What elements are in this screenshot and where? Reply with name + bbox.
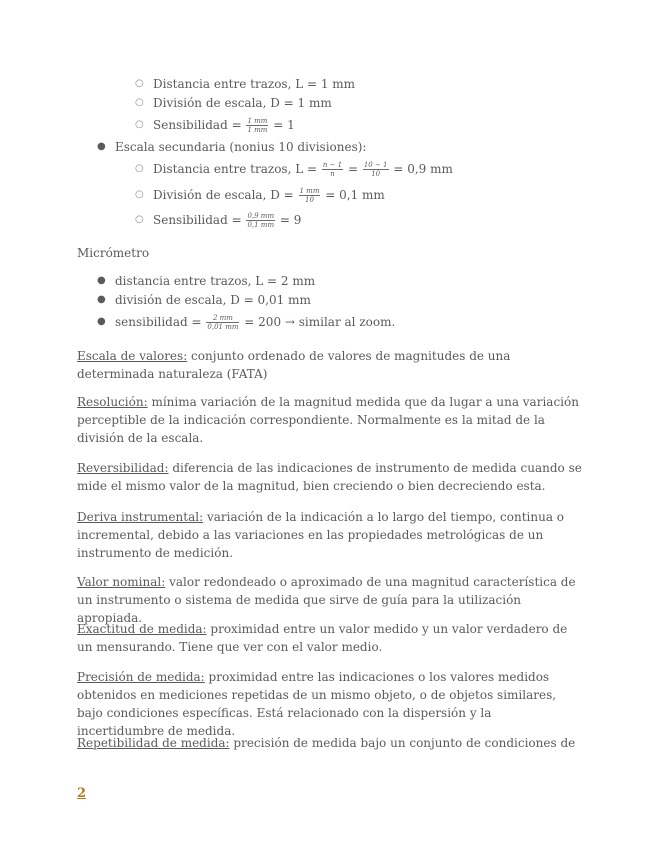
fraction bbox=[299, 187, 321, 204]
list-item: Escala secundaria (nonius 10 divisiones): bbox=[115, 140, 367, 154]
formula-suffix: = 200 → similar al zoom. bbox=[240, 315, 396, 329]
bullet-icon: ● bbox=[97, 316, 106, 327]
fraction bbox=[322, 161, 343, 178]
definition-term: Escala de valores: bbox=[77, 349, 188, 363]
definition-term: Reversibilidad: bbox=[77, 461, 169, 475]
formula-suffix: = 9 bbox=[276, 213, 302, 227]
list-item bbox=[153, 116, 295, 134]
list-item bbox=[153, 186, 385, 204]
formula-suffix: = 0,9 mm bbox=[389, 162, 453, 176]
definition-paragraph bbox=[77, 734, 582, 752]
hollow-bullet-icon: ○ bbox=[135, 214, 144, 225]
definition-text: proximidad entre un valor medido y un valor verdadero de un mensurando. Tiene que ver con el valor medio. bbox=[77, 622, 568, 654]
fraction-numerator: 1 mm bbox=[247, 117, 268, 125]
bullet-icon: ● bbox=[97, 141, 106, 152]
definition-text: conjunto ordenado de valores de magnitudes de una determinada naturaleza (FATA) bbox=[77, 349, 511, 381]
hollow-bullet-icon: ○ bbox=[135, 97, 144, 108]
definition-text: mínima variación de la magnitud medida que da lugar a una variación perceptible de la indicación correspondiente. Normalmente es la mitad de la división de la escala. bbox=[77, 395, 579, 445]
definition-term: Deriva instrumental: bbox=[77, 510, 204, 524]
fraction-numerator: 0,9 mm bbox=[247, 212, 275, 220]
fraction-denominator: 0,1 mm bbox=[247, 221, 275, 229]
fraction bbox=[246, 212, 275, 229]
definition-term: Precisión de medida: bbox=[77, 670, 205, 684]
definition-paragraph bbox=[77, 347, 582, 383]
fraction-numerator: 1 mm bbox=[299, 187, 320, 195]
list-item: distancia entre trazos, L = 2 mm bbox=[115, 274, 316, 288]
list-item: Distancia entre trazos, L = 1 mm bbox=[153, 77, 356, 91]
formula-suffix: = 0,1 mm bbox=[321, 188, 385, 202]
definition-text: variación de la indicación a lo largo del tiempo, continua o incremental, debido a las variaciones en las propiedades metrológicas de un instrumento de medición. bbox=[77, 510, 565, 560]
list-item: División de escala, D = 1 mm bbox=[153, 96, 332, 110]
definition-term: Exactitud de medida: bbox=[77, 622, 207, 636]
definition-term: Repetibilidad de medida: bbox=[77, 736, 230, 750]
definition-paragraph bbox=[77, 508, 582, 562]
definition-paragraph bbox=[77, 459, 582, 495]
formula-prefix: Sensibilidad = bbox=[153, 118, 246, 132]
definition-term: Resolución: bbox=[77, 395, 148, 409]
definition-paragraph bbox=[77, 573, 582, 627]
formula-suffix: = 1 bbox=[269, 118, 295, 132]
fraction-denominator: n bbox=[330, 170, 335, 178]
definition-paragraph bbox=[77, 668, 582, 740]
fraction-numerator: 10 − 1 bbox=[363, 161, 388, 169]
formula-prefix: Sensibilidad = bbox=[153, 213, 246, 227]
bullet-icon: ● bbox=[97, 275, 106, 286]
fraction-numerator: 2 mm bbox=[206, 314, 239, 323]
fraction-denominator: 1 mm bbox=[247, 126, 268, 134]
definition-text: valor redondeado o aproximado de una magnitud característica de un instrumento o sistema de medida que sirve de guía para la utilización apropiada. bbox=[77, 575, 576, 625]
definition-text: proximidad entre las indicaciones o los valores medidos obtenidos en mediciones repetidas de un mismo objeto, o de objetos similares, bajo condiciones específicas. Está relacionado con la dispersión y la incertidumbre de medida. bbox=[77, 670, 557, 738]
hollow-bullet-icon: ○ bbox=[135, 189, 144, 200]
fraction bbox=[206, 314, 239, 331]
list-item bbox=[115, 313, 395, 331]
definition-paragraph bbox=[77, 620, 582, 656]
list-item bbox=[153, 160, 453, 178]
section-heading: Micrómetro bbox=[77, 246, 150, 260]
definition-term: Valor nominal: bbox=[77, 575, 166, 589]
hollow-bullet-icon: ○ bbox=[135, 78, 144, 89]
fraction bbox=[246, 117, 268, 134]
list-item bbox=[153, 211, 301, 229]
formula-prefix: División de escala, D = bbox=[153, 188, 298, 202]
page-number[interactable]: 2 bbox=[77, 786, 87, 801]
fraction bbox=[363, 161, 389, 178]
fraction-denominator: 10 bbox=[371, 170, 381, 178]
fraction-denominator: 0,01 mm bbox=[207, 323, 239, 331]
definition-text: diferencia de las indicaciones de instrumento de medida cuando se mide el mismo valor de la magnitud, bien creciendo o bien decreciendo esta. bbox=[77, 461, 582, 493]
formula-prefix: Distancia entre trazos, L = bbox=[153, 162, 321, 176]
bullet-icon: ● bbox=[97, 294, 106, 305]
definition-text: precisión de medida bajo un conjunto de condiciones de bbox=[229, 736, 576, 750]
hollow-bullet-icon: ○ bbox=[135, 163, 144, 174]
formula-mid: = bbox=[344, 162, 362, 176]
fraction-denominator: 10 bbox=[305, 196, 314, 204]
formula-prefix: sensibilidad = bbox=[115, 315, 206, 329]
hollow-bullet-icon: ○ bbox=[135, 119, 144, 130]
definition-paragraph bbox=[77, 393, 582, 447]
list-item: división de escala, D = 0,01 mm bbox=[115, 293, 311, 307]
fraction-numerator: n − 1 bbox=[322, 161, 343, 169]
